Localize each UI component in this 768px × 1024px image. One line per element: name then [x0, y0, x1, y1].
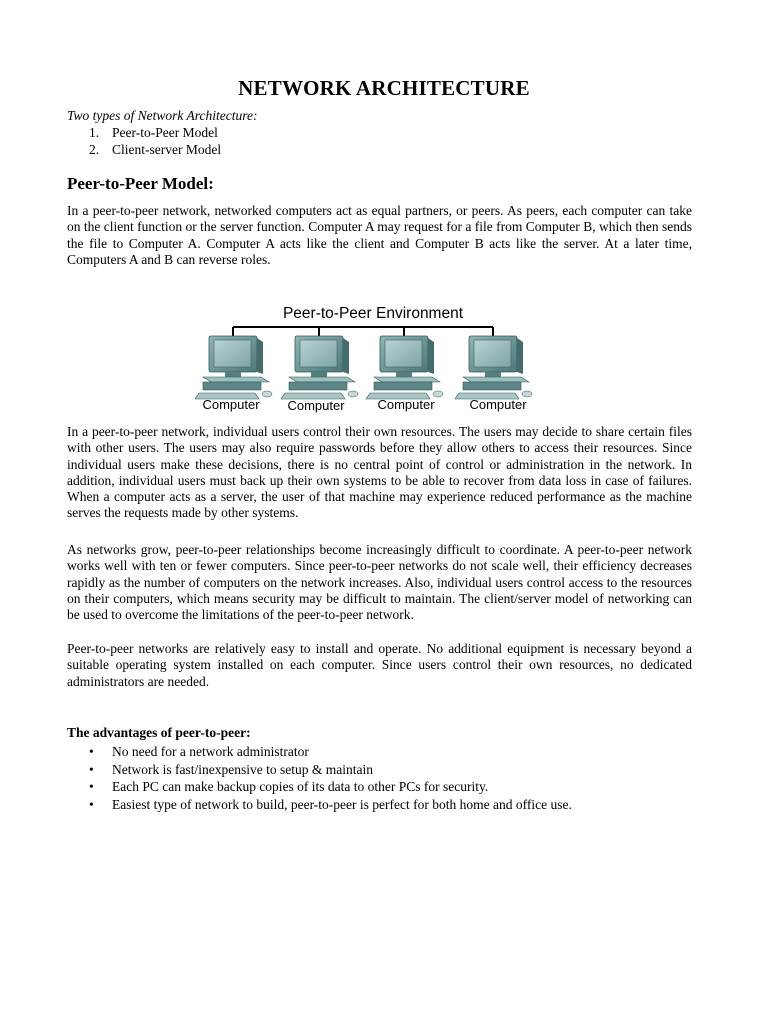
computer-icon: [281, 336, 358, 399]
paragraph-user-control: In a peer-to-peer network, individual users control their own resources. The users may decide to share certain files with other users. The users may also require passwords before they allow others to access their resources. Since individual users make these decisions, there is no central point of control or administration in the network. In addition, individual users must back up their own systems to be able to recover from data loss in case of failures. When a computer acts as a server, the user of that machine may experience reduced performance as the machine serves the requests made by other systems.: [67, 424, 692, 521]
diagram-title: Peer-to-Peer Environment: [282, 305, 464, 322]
list-item: [67, 124, 221, 141]
advantage-text: Each PC can make backup copies of its data to other PCs for security.: [112, 779, 489, 795]
computer-label: Computer: [287, 398, 345, 413]
computer-label: Computer: [202, 397, 260, 412]
bullet-icon: •: [89, 779, 94, 795]
bullet-icon: •: [89, 744, 94, 759]
computer-label: Computer: [377, 397, 435, 412]
advantages-heading: The advantages of peer-to-peer:: [67, 725, 251, 740]
list-number: 1.: [89, 125, 100, 140]
computer-icon: [455, 336, 532, 399]
list-item: [67, 778, 572, 796]
advantages-list: [67, 743, 572, 814]
bullet-icon: •: [89, 797, 94, 813]
advantage-text: No need for a network administrator: [112, 744, 309, 759]
list-item: [67, 743, 572, 761]
bullet-icon: •: [89, 761, 94, 777]
list-item-label: Client-server Model: [112, 142, 222, 157]
list-item-label: Peer-to-Peer Model: [112, 125, 218, 140]
advantage-text: Network is fast/inexpensive to setup & maintain: [112, 761, 373, 777]
architecture-types-list: [67, 124, 221, 158]
computer-label: Computer: [469, 397, 527, 412]
paragraph-scaling: As networks grow, peer-to-peer relationships become increasingly difficult to coordinate. A peer-to-peer network works well with ten or fewer computers. Since peer-to-peer networks do not scale well, their efficiency decreases rapidly as the number of computers on the network increases. Also, individual users control access to the resources on their computers, which means security may be difficult to maintain. The client/server model of networking can be used to overcome the limitations of the peer-to-peer network.: [67, 542, 692, 623]
computer-icon: [366, 336, 443, 399]
paragraph-intro: In a peer-to-peer network, networked computers act as equal partners, or peers. As peers, each computer can take on the client function or the server function. Computer A may request for a file from Computer B, which then sends the file to Computer A. Computer A acts like the client and Computer B acts like the server. At a later time, Computers A and B can reverse roles.: [67, 203, 692, 267]
advantage-text: Easiest type of network to build, peer-to-peer is perfect for both home and office use.: [112, 797, 572, 813]
peer-to-peer-diagram: [195, 298, 545, 420]
page-title: NETWORK ARCHITECTURE: [238, 76, 530, 100]
list-item: [67, 796, 572, 814]
paragraph-ease-of-install: Peer-to-peer networks are relatively easy to install and operate. No additional equipment is necessary beyond a suitable operating system installed on each computer. Since users control their own resources, no dedicated administrators are needed.: [67, 641, 692, 689]
section-heading: Peer-to-Peer Model:: [67, 174, 214, 193]
computer-icon: [195, 336, 272, 399]
list-number: 2.: [89, 142, 100, 157]
list-item: [67, 141, 221, 158]
intro-text: Two types of Network Architecture:: [67, 108, 258, 123]
network-bus-line: [233, 327, 493, 338]
list-item: [67, 761, 572, 779]
